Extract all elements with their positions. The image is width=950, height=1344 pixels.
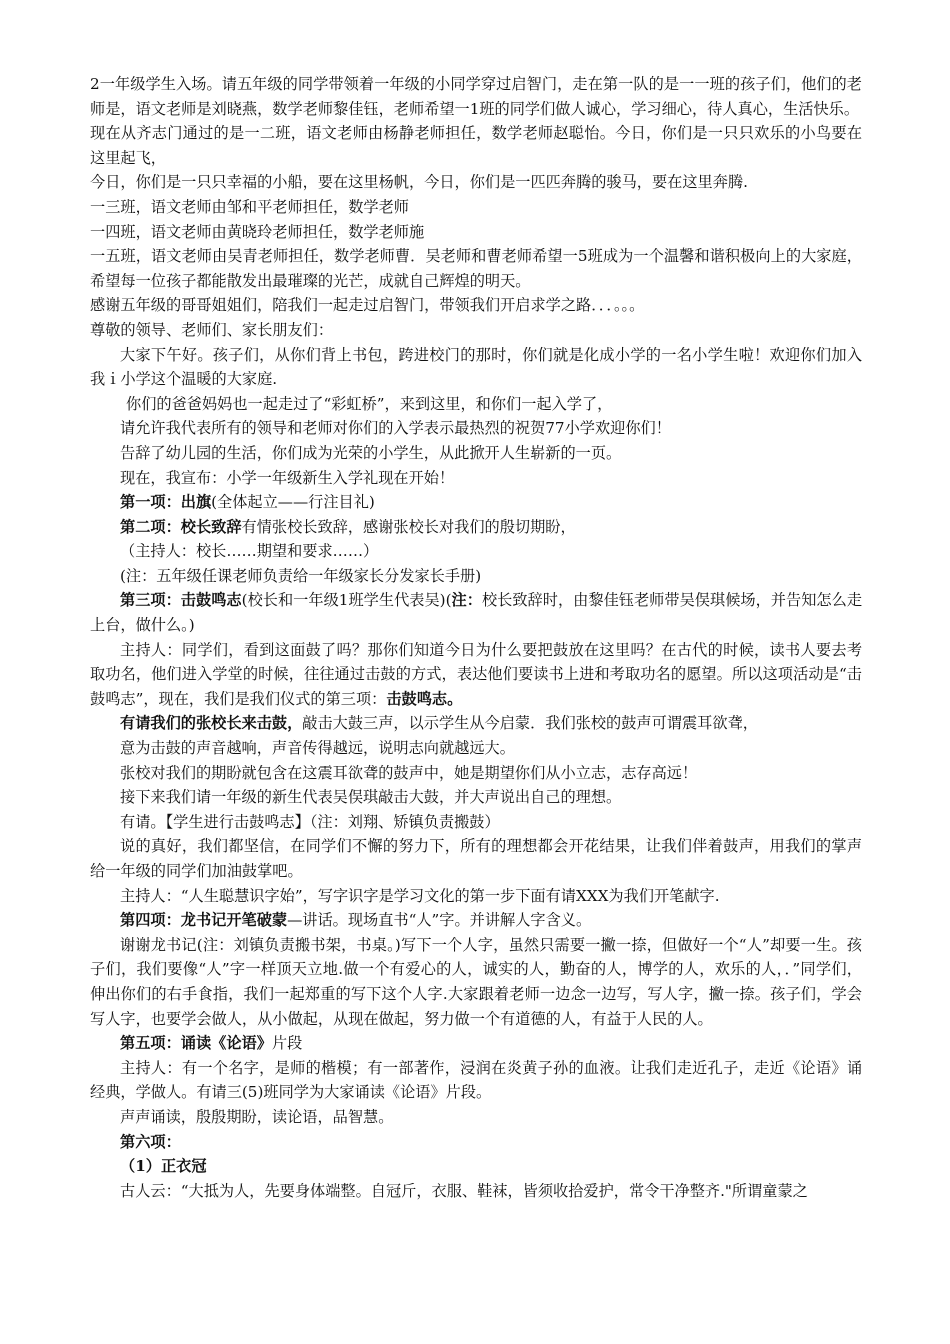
paragraph-class-2: 现在从齐志门通过的是一二班，语文老师由杨静老师担任，数学老师赵聪怡。今日，你们是一只只欢乐的小鸟要在这里起飞， bbox=[90, 124, 862, 167]
paragraph-farewell: 告辞了幼儿园的生活，你们成为光荣的小学生，从此掀开人生崭新的一页。 bbox=[120, 443, 622, 462]
paragraph-expectation: 张校对我们的期盼就包含在这震耳欲聋的鼓声中，她是期望你们从小立志，志存高远！ bbox=[120, 763, 698, 782]
paragraph-drum-intro bbox=[90, 638, 862, 712]
item-4-text: —讲话。现场直书“人”字。并讲解人字含义。 bbox=[287, 911, 592, 930]
drum-intro-emphasis: 击鼓鸣志。 bbox=[386, 689, 463, 708]
item-2-title: 第二项：校长致辞 bbox=[120, 517, 242, 536]
item-4 bbox=[90, 908, 862, 933]
item-1 bbox=[90, 490, 862, 515]
paragraph-principal-drum bbox=[90, 711, 862, 736]
paragraph-writing: 主持人：“人生聪慧识字始”，写字识字是学习文化的第一步下面有请XXX为我们开笔献字. bbox=[120, 886, 720, 905]
paragraph-class-3: 一三班，语文老师由邹和平老师担任，数学老师 bbox=[90, 197, 409, 216]
paragraph-analects: 主持人：有一个名字，是师的楷模；有一部著作，浸润在炎黄子孙的血液。让我们走近孔子，走近《论语》诵经典，学做人。有请三(5)班同学为大家诵读《论语》片段。 bbox=[90, 1058, 862, 1102]
principal-drum-emphasis: 有请我们的张校长来击鼓， bbox=[120, 714, 303, 733]
paragraph-handbook-note: (注：五年级任课老师负责给一年级家长分发家长手册) bbox=[120, 566, 482, 585]
paragraph-today: 今日，你们是一只只幸福的小船，要在这里杨帆，今日，你们是一匹匹奔腾的骏马，要在这里奔腾. bbox=[90, 173, 748, 192]
document-body bbox=[90, 72, 862, 1203]
item-5 bbox=[90, 1031, 862, 1056]
item-3-note: 校长致辞时，由黎佳钰老师带吴俣琪候场，并告知怎么走上台，做什么。) bbox=[90, 591, 863, 635]
item-6 bbox=[90, 1130, 862, 1155]
sub-item-1 bbox=[90, 1154, 862, 1179]
paragraph-parents: 你们的爸爸妈妈也一起走过了“彩虹桥”，来到这里，和你们一起入学了， bbox=[126, 394, 613, 413]
paragraph-welcome: 大家下午好。孩子们，从你们背上书包，跨进校门的那时，你们就是化成小学的一名小学生啦！欢迎你们加入我ｉ小学这个温暖的大家庭. bbox=[90, 345, 862, 389]
item-6-title: 第六项： bbox=[120, 1132, 181, 1151]
item-5-text: 片段 bbox=[271, 1034, 303, 1053]
sub-item-1-title: （1）正衣冠 bbox=[120, 1157, 207, 1176]
paragraph-host-note: （主持人：校长……期望和要求……） bbox=[120, 542, 379, 561]
principal-drum-text: 敲击大鼓三声，以示学生从今启蒙．我们张校的鼓声可谓震耳欲聋， bbox=[302, 714, 758, 733]
paragraph-announce: 现在，我宣布：小学一年级新生入学礼现在开始！ bbox=[120, 468, 455, 487]
paragraph-class-4: 一四班，语文老师由黄晓玲老师担任，数学老师施 bbox=[90, 222, 425, 241]
paragraph-thanks: 感谢五年级的哥哥姐姐们，陪我们一起走过启智门，带领我们开启求学之路．．．。。。 bbox=[90, 296, 645, 315]
item-1-title: 第一项：出旗 bbox=[120, 493, 212, 512]
item-2-text: 有情张校长致辞，感谢张校长对我们的殷切期盼， bbox=[241, 517, 576, 536]
paragraph-student-drum: 接下来我们请一年级的新生代表吴俣琪敲击大鼓，并大声说出自己的理想。 bbox=[120, 788, 622, 807]
paragraph-salutation: 尊敬的领导、老师们、家长朋友们： bbox=[90, 320, 333, 339]
item-2 bbox=[90, 515, 862, 540]
paragraph-entrance: 2一年级学生入场。请五年级的同学带领着一年级的小同学穿过启智门，走在第一队的是一一班的孩子们，他们的老师是，语文老师是刘晓燕，数学老师黎佳钰，老师希望一1班的同学们做人诚心，学习细心，待人真心，生活快乐。 bbox=[90, 75, 862, 118]
item-4-title: 第四项：龙书记开笔破蒙 bbox=[120, 911, 288, 930]
item-3 bbox=[90, 588, 862, 637]
paragraph-invite: 有请。【学生进行击鼓鸣志】（注：刘翔、矫镇负责搬鼓） bbox=[120, 812, 500, 831]
item-1-text: (全体起立——行注目礼) bbox=[211, 493, 375, 512]
paragraph-congrats: 请允许我代表所有的领导和老师对你们的入学表示最热烈的祝贺77小学欢迎你们！ bbox=[120, 419, 671, 438]
paragraph-drum-meaning: 意为击鼓的声音越响，声音传得越远，说明志向就越远大。 bbox=[120, 739, 515, 758]
paragraph-ren-character: 谢谢龙书记(注：刘镇负责搬书架，书桌。)写下一个人字，虽然只需要一撇一捺，但做好一个“人”却要一生。孩子们，我们要像“人”字一样顶天立地.做一个有爱心的人，诚实的人，勤奋的人，博学的人，欢乐的人，．”同学们，伸出你们的右手食指，我们一起郑重的写下这个人字.大家跟着老师一边念一边写，写人字，撇一捺。孩子们，学会写人字，也要学会做人，从小做起，从现在做起，努力做一个有道德的人，有益于人民的人。 bbox=[90, 935, 862, 1028]
drum-intro-text: 主持人：同学们，看到这面鼓了吗？那你们知道今日为什么要把鼓放在这里吗？在古代的时候，读书人要去考取功名，他们进入学堂的时候，往往通过击鼓的方式，表达他们要读书上进和考取功名的愿望。所以这项活动是“击鼓鸣志”，现在，我们是我们仪式的第三项： bbox=[90, 640, 862, 708]
paragraph-class-5: 一五班，语文老师由吴青老师担任，数学老师曹．吴老师和曹老师希望一5班成为一个温馨和谐积极向上的大家庭，希望每一位孩子都能散发出最璀璨的光芒，成就自己辉煌的明天。 bbox=[90, 247, 862, 290]
item-3-note-label: 注： bbox=[451, 591, 482, 610]
paragraph-recite: 声声诵读，殷殷期盼，读论语，品智慧。 bbox=[120, 1107, 394, 1126]
item-3-text: (校长和一年级1班学生代表吴)( bbox=[241, 591, 452, 610]
paragraph-ancients: 古人云：“大抵为人，先要身体端整。自冠斤，衣服、鞋袜，皆须收拾爱护，常令干净整齐."所谓童蒙之 bbox=[120, 1181, 808, 1200]
item-5-title: 第五项：诵读《论语》 bbox=[120, 1034, 272, 1053]
item-3-title: 第三项：击鼓鸣志 bbox=[120, 591, 242, 610]
paragraph-applause: 说的真好，我们都坚信，在同学们不懈的努力下，所有的理想都会开花结果，让我们伴着鼓声，用我们的掌声给一年级的同学们加油鼓掌吧。 bbox=[90, 837, 862, 880]
